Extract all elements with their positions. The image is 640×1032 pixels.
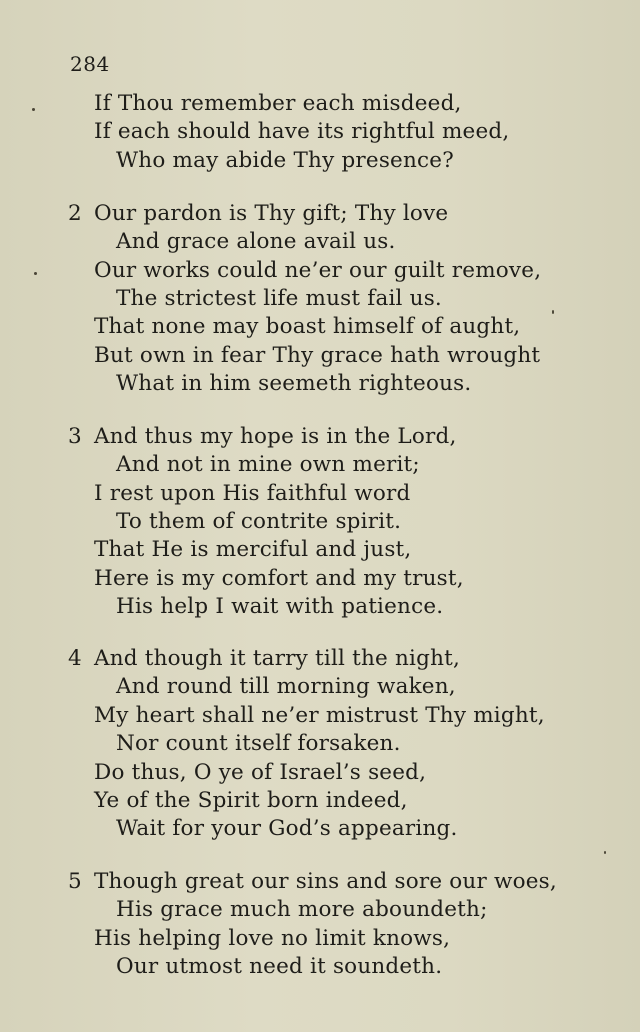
stanza-1-line-3: Who may abide Thy presence?	[116, 148, 454, 173]
stanza-3-number: 3	[68, 424, 82, 449]
stanza-2-line-6: But own in fear Thy grace hath wrought	[94, 343, 541, 368]
stanza-4-line-5: Do thus, O ye of Israel’s seed,	[94, 760, 427, 785]
stanza-2-line-1: Our pardon is Thy gift; Thy love	[94, 201, 449, 226]
stanza-4-line-2: And round till morning waken,	[116, 674, 456, 699]
stanza-2-line-5: That none may boast himself of aught,	[94, 314, 521, 339]
stanza-3-line-6: Here is my comfort and my trust,	[94, 566, 464, 591]
stanza-5-number: 5	[68, 869, 82, 894]
page-number: 284	[70, 52, 110, 76]
stanza-4-line-1: And though it tarry till the night,	[94, 646, 460, 671]
stanza-4-line-7: Wait for your God’s appearing.	[116, 816, 458, 841]
stanza-3-line-5: That He is merciful and just,	[94, 537, 412, 562]
stanza-5-line-1: Though great our sins and sore our woes,	[94, 869, 557, 894]
stanza-5-line-2: His grace much more aboundeth;	[116, 897, 488, 922]
stanza-4-line-4: Nor count itself forsaken.	[116, 731, 401, 756]
stanza-4-line-6: Ye of the Spirit born indeed,	[94, 788, 408, 813]
stanza-3-line-7: His help I wait with patience.	[116, 594, 444, 619]
stanza-3-line-1: And thus my hope is in the Lord,	[94, 424, 457, 449]
stanza-2-line-3: Our works could ne’er our guilt remove,	[94, 258, 542, 283]
stanza-4-line-3: My heart shall ne’er mistrust Thy might,	[94, 703, 545, 728]
paper-speck	[34, 272, 37, 275]
paper-speck	[32, 108, 35, 111]
stanza-1-line-2: If each should have its rightful meed,	[94, 119, 510, 144]
stanza-3-line-4: To them of contrite spirit.	[116, 509, 402, 534]
stanza-2-line-7: What in him seemeth righteous.	[116, 371, 472, 396]
stanza-2-line-4: The strictest life must fail us.	[116, 286, 442, 311]
stanza-4-number: 4	[68, 646, 82, 671]
stanza-5-line-3: His helping love no limit knows,	[94, 926, 451, 951]
stanza-3-line-2: And not in mine own merit;	[116, 452, 420, 477]
paper-speck	[552, 310, 554, 314]
stanza-2-line-2: And grace alone avail us.	[116, 229, 396, 254]
stanza-3-line-3: I rest upon His faithful word	[94, 481, 411, 506]
paper-speck	[604, 851, 606, 854]
stanza-1-line-1: If Thou remember each misdeed,	[94, 91, 462, 116]
stanza-2-number: 2	[68, 201, 82, 226]
stanza-5-line-4: Our utmost need it soundeth.	[116, 954, 443, 979]
